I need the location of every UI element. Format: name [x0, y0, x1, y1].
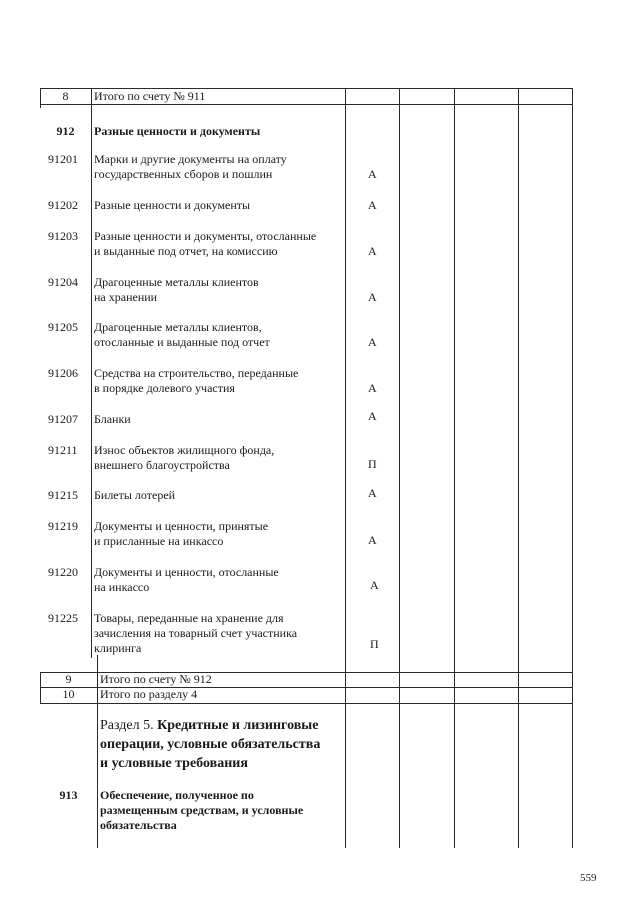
row-line-after-10	[40, 703, 573, 704]
row-913-code: 913	[59, 788, 78, 802]
row-91207-mark: А	[368, 409, 377, 423]
row-91204-name-line1: Драгоценные металлы клиентов	[94, 275, 259, 289]
section-5-heading-line1	[100, 716, 318, 735]
row-91203-code: 91203	[48, 229, 78, 243]
row-91220-name-line1: Документы и ценности, отосланные	[94, 565, 279, 579]
section-5-heading-line3: и условные требования	[100, 756, 248, 771]
row-91205-name-line2: отосланные и выданные под отчет	[94, 335, 270, 349]
row-91220-code: 91220	[48, 565, 78, 579]
column-line-2	[399, 88, 400, 848]
row-91202-name-line1: Разные ценности и документы	[94, 198, 251, 212]
row-913-name-line2: размещенным средствам, и условные	[100, 803, 304, 817]
row-91205-mark: А	[368, 335, 377, 349]
row-8-name: Итого по счету № 911	[94, 89, 206, 103]
row-91215-code: 91215	[48, 488, 78, 502]
row-91211-name-line1: Износ объектов жилищного фонда,	[94, 443, 275, 457]
row-913-name-line1: Обеспечение, полученное по	[100, 788, 254, 802]
row-91225-name-line2: зачисления на товарный счет участника	[94, 626, 298, 640]
row-912-name: Разные ценности и документы	[94, 124, 261, 138]
row-91225-name-line3: клиринга	[94, 641, 142, 655]
row-91203-mark: А	[368, 244, 377, 258]
row-91206-code: 91206	[48, 366, 78, 380]
row-91211-code: 91211	[48, 443, 78, 457]
row-91205-code: 91205	[48, 320, 78, 334]
row-91206-name-line2: в порядке долевого участия	[94, 381, 235, 395]
row-91206-name-line1: Средства на строительство, переданные	[94, 366, 299, 380]
row-91219-name-line1: Документы и ценности, принятые	[94, 519, 269, 533]
row-10-code: 10	[62, 687, 75, 701]
row-91202-mark: А	[368, 198, 377, 212]
row-8-code: 8	[62, 89, 69, 103]
row-91202-code: 91202	[48, 198, 78, 212]
row-9-code: 9	[65, 672, 72, 686]
row-913-name-line3: обязательства	[100, 818, 177, 832]
row-91207-code: 91207	[48, 412, 78, 426]
row-91219-code: 91219	[48, 519, 78, 533]
table-border-right	[572, 88, 573, 848]
row-91201-name-line2: государственных сборов и пошлин	[94, 167, 273, 181]
column-line-4	[518, 88, 519, 848]
row-91211-mark: П	[368, 457, 377, 471]
row-91201-name-line1: Марки и другие документы на оплату	[94, 152, 287, 166]
row-91225-name-line1: Товары, переданные на хранение для	[94, 611, 284, 625]
column-line-name	[91, 88, 92, 658]
row-91203-name-line2: и выданные под отчет, на комиссию	[94, 244, 278, 258]
row-91225-mark: П	[370, 637, 379, 651]
row-91215-name-line1: Билеты лотерей	[94, 488, 176, 502]
row-91204-mark: А	[368, 290, 377, 304]
row-91219-name-line2: и присланные на инкассо	[94, 534, 224, 548]
row-91203-name-line1: Разные ценности и документы, отосланные	[94, 229, 317, 243]
row-91201-mark: А	[368, 167, 377, 181]
section-5-prefix: Раздел 5.	[100, 718, 158, 733]
row-91201-code: 91201	[48, 152, 78, 166]
row-91220-name-line2: на инкассо	[94, 580, 150, 594]
row-91219-mark: А	[368, 533, 377, 547]
row-91211-name-line2: внешнего благоустройства	[94, 458, 230, 472]
section-5-heading-line2: операции, условные обязательства	[100, 737, 321, 752]
row-91220-mark: А	[370, 578, 379, 592]
page-number: 559	[580, 872, 597, 884]
row-91205-name-line1: Драгоценные металлы клиентов,	[94, 320, 262, 334]
section-5-title-bold: Кредитные и лизинговые	[157, 718, 319, 733]
row-91206-mark: А	[368, 381, 377, 395]
row-91215-mark: А	[368, 486, 377, 500]
row-912-code: 912	[56, 124, 75, 138]
row-9-name: Итого по счету № 912	[100, 672, 212, 686]
column-line-name-lower	[97, 655, 98, 848]
row-91204-name-line2: на хранении	[94, 290, 158, 304]
row-91225-code: 91225	[48, 611, 78, 625]
row-line-after-8	[40, 104, 573, 105]
column-line-1	[345, 88, 346, 848]
row-10-name: Итого по разделу 4	[100, 687, 198, 701]
row-91207-name-line1: Бланки	[94, 412, 131, 426]
column-line-3	[454, 88, 455, 848]
row-91204-code: 91204	[48, 275, 78, 289]
